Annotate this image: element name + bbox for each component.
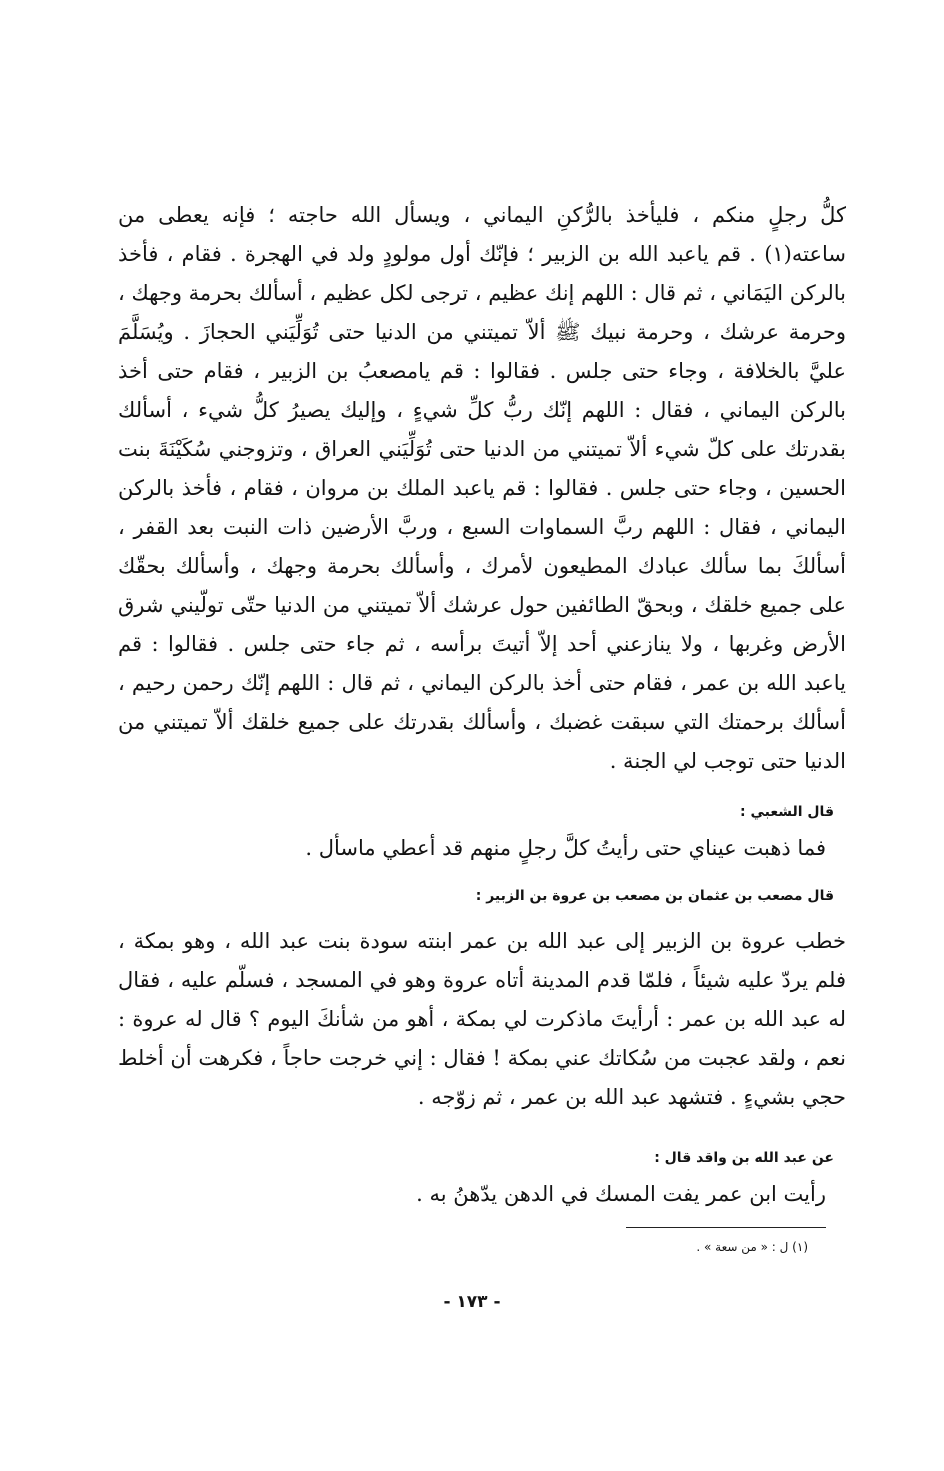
- footnote: (١) ل : « من سعة » .: [696, 1240, 808, 1254]
- section-heading-musab: قال مصعب بن عثمان بن مصعب بن عروة بن الزبير :: [475, 888, 834, 904]
- section-quote-shaabi: فما ذهبت عيناي حتى رأيتُ كلَّ رجلٍ منهم قد أعطي ماسأل .: [305, 836, 826, 860]
- section-quote-waqid: رأيت ابن عمر يفت المسك في الدهن يدّهنُ به .: [416, 1182, 826, 1206]
- section-heading-waqid: عن عبد الله بن واقد قال :: [654, 1150, 834, 1166]
- section-paragraph-musab: خطب عروة بن الزبير إلى عبد الله بن عمر ابنته سودة بنت عبد الله ، وهو بمكة ، فلم يردّ عليه شيئاً ، فلمّا قدم المدينة أتاه عروة وهو في المسجد ، فسلّم عليه ، فقال له عبد الله بن عمر : أرأيتَ ماذكرت لي بمكة ، أهو من شأنكَ اليوم ؟ قال له عروة : نعم ، ولقد عجبت من سُكاتك عني بمكة ! فقال : إني خرجت حاجاً ، فكرهت أن أخلط حجي بشيءٍ . فتشهد عبد الله بن عمر ، ثم زوّجه .: [118, 929, 846, 1109]
- main-paragraph: كلُّ رجلٍ منكم ، فليأخذ بالرُّكنِ اليماني ، ويسأل الله حاجته ؛ فإنه يعطى من ساعته(١) . قم ياعبد الله بن الزبير ؛ فإنّك أول مولودٍ ولد في الهجرة . فقام ، فأخذ بالركن اليَمَاني ، ثم قال : اللهم إنك عظيم ، ترجى لكل عظيم ، أسألك بحرمة وجهك ، وحرمة عرشك ، وحرمة نبيك ﷺ ألاّ تميتني من الدنيا حتى تُوَلِّيَني الحجازَ . ويُسَلَّمَ عليَّ بالخلافة ، وجاء حتى جلس . فقالوا : قم يامصعبُ بن الزبير ، فقام حتى أخذ بالركن اليماني ، فقال : اللهم إنّك ربُّ كلِّ شيءٍ ، وإليك يصيرُ كلُّ شيء ، أسألك بقدرتك على كلّ شيء ألاّ تميتني من الدنيا حتى تُوَلِّيَني العراق ، وتزوجني سُكَيْنَةَ بنت الحسين ، وجاء حتى جلس . فقالوا : قم ياعبد الملك بن مروان ، فقام ، فأخذ بالركن اليماني ، فقال : اللهم ربَّ السماوات السبع ، وربَّ الأرضين ذات النبت بعد القفر ، أسألكَ بما سألك عبادك المطيعون لأمرك ، وأسألك بحرمة وجهك ، وأسألك بحقّك على جميع خلقك ، وبحقّ الطائفين حول عرشك ألاّ تميتني من الدنيا حتّى تولّيني شرق الأرض وغربها ، ولا ينازعني أحد إلاّ أتيتَ برأسه ، ثم جاء حتى جلس . فقالوا : قم ياعبد الله بن عمر ، فقام حتى أخذ بالركن اليماني ، ثم قال : اللهم إنّك رحمن رحيم ، أسألك برحمتك التي سبقت غضبك ، وأسألك بقدرتك على جميع خلقك ألاّ تميتني من الدنيا حتى توجب لي الجنة .: [118, 203, 846, 773]
- section-heading-shaabi: قال الشعبي :: [739, 804, 834, 820]
- page-number: - ١٧٣ -: [443, 1292, 501, 1312]
- footnote-divider: [626, 1227, 826, 1228]
